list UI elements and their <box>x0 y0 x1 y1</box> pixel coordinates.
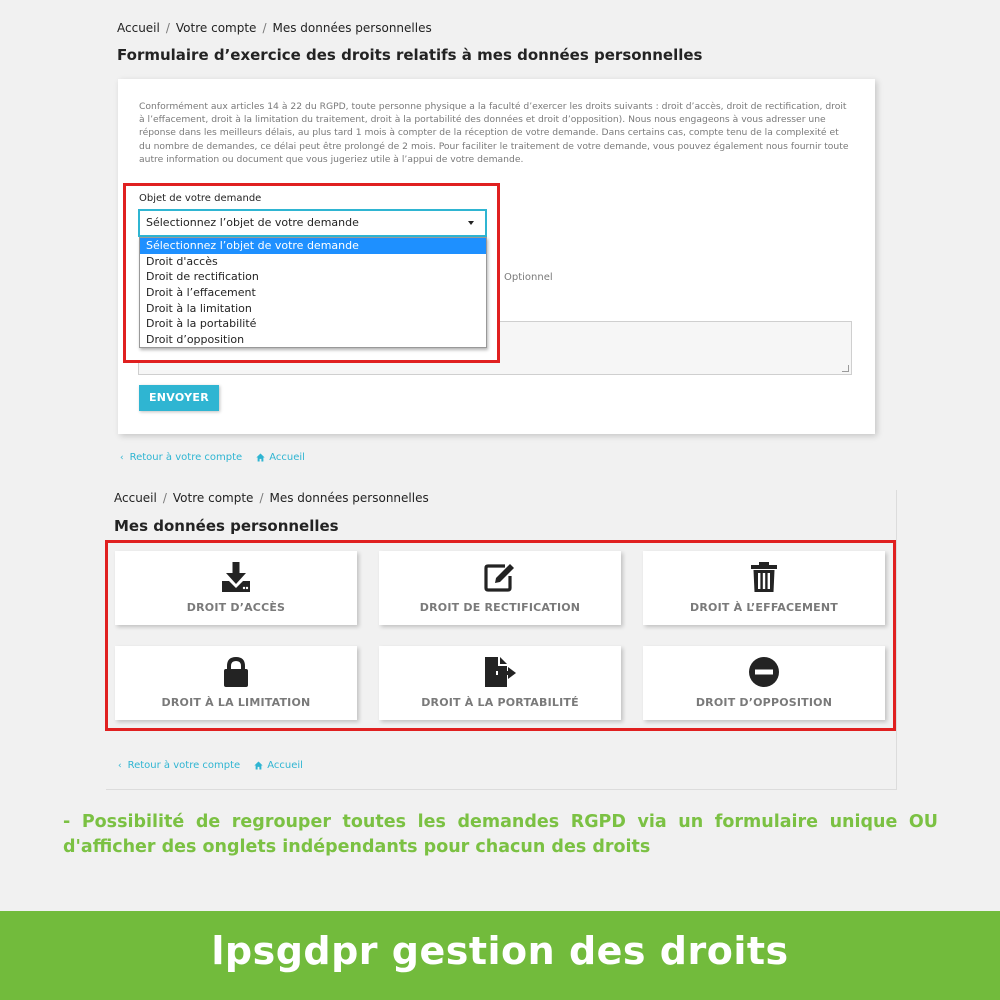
edit-icon <box>483 561 517 593</box>
tile-portability-right[interactable] <box>379 646 621 720</box>
home-link[interactable] <box>254 760 303 771</box>
breadcrumb-separator: / <box>259 491 264 505</box>
footer-links <box>120 452 319 463</box>
tile-opposition-right[interactable] <box>643 646 885 720</box>
tile-erasure-right[interactable] <box>643 551 885 625</box>
tile-limitation-right[interactable] <box>115 646 357 720</box>
option-opposition[interactable]: Droit d’opposition <box>146 333 245 347</box>
option-portability[interactable]: Droit à la portabilité <box>146 317 257 331</box>
minus-circle-icon <box>748 656 780 688</box>
chevron-left-icon: ‹ <box>120 452 124 463</box>
breadcrumb-account[interactable]: Votre compte <box>172 491 254 505</box>
intro-text: Conformément aux articles 14 à 22 du RGPD, toute personne physique a la faculté d’exercer les droits suivants : droit d’accès, droit de rectification, droit à l’effacement, droit à la limitation du traitement, droit à la portabilité des données et droit d’opposition). Nous nous engageons à vous adresser une réponse dans les meilleurs délais, au plus tard 1 mois à compter de la réception de votre demande. Dans certains cas, compte tenu de la complexité et du nombre de demandes, ce délai peut être prolongé de 2 mois. Pour faciliter le traitement de votre demande, vous pouvez également nous fournir toute autre information ou document que vous jugeriez utile à l’appui de votre demande. <box>139 101 849 165</box>
download-icon <box>220 561 252 593</box>
tile-label: DROIT À LA LIMITATION <box>161 696 311 709</box>
back-link-label: Retour à votre compte <box>129 452 243 463</box>
back-link-label: Retour à votre compte <box>127 760 241 771</box>
breadcrumb-current: Mes données personnelles <box>269 491 429 505</box>
breadcrumb-home[interactable]: Accueil <box>114 491 157 505</box>
trash-icon <box>750 561 778 593</box>
tile-rectification-right[interactable] <box>379 551 621 625</box>
option-limitation[interactable]: Droit à la limitation <box>146 301 252 315</box>
page-title: Mes données personnelles <box>114 517 339 535</box>
optional-label: Optionnel <box>504 272 553 283</box>
footer-links <box>118 760 317 771</box>
select-label: Objet de votre demande <box>139 193 262 204</box>
breadcrumb <box>117 21 432 35</box>
highlight-box-select <box>123 183 500 363</box>
request-subject-select[interactable] <box>138 209 487 237</box>
tile-label: DROIT D’OPPOSITION <box>695 696 833 709</box>
tile-label: DROIT DE RECTIFICATION <box>419 601 581 614</box>
option-erasure[interactable]: Droit à l’effacement <box>146 286 256 300</box>
breadcrumb-separator: / <box>165 21 170 35</box>
feature-caption: - Possibilité de regrouper toutes les demandes RGPD via un formulaire unique OU d'afficher des onglets indépendants pour chacun des droits <box>63 812 938 857</box>
home-icon <box>254 761 263 770</box>
tile-label: DROIT D’ACCÈS <box>186 601 286 614</box>
tile-label: DROIT À L’EFFACEMENT <box>690 601 838 614</box>
caret-down-icon <box>468 221 474 225</box>
select-value: Sélectionnez l’objet de votre demande <box>146 216 359 229</box>
home-link[interactable] <box>256 452 305 463</box>
home-link-label: Accueil <box>267 760 303 771</box>
banner-title: lpsgdpr gestion des droits <box>211 929 789 973</box>
option-access[interactable]: Droit d'accès <box>146 254 218 268</box>
file-export-icon <box>482 656 518 688</box>
breadcrumb-separator: / <box>162 491 167 505</box>
resize-grip-icon[interactable] <box>842 365 849 372</box>
breadcrumb-home[interactable]: Accueil <box>117 21 160 35</box>
home-link-label: Accueil <box>269 452 305 463</box>
breadcrumb-current: Mes données personnelles <box>272 21 432 35</box>
tile-access-right[interactable] <box>115 551 357 625</box>
option-placeholder[interactable]: Sélectionnez l’objet de votre demande <box>140 238 486 254</box>
lock-icon <box>222 656 250 688</box>
back-to-account-link[interactable] <box>120 452 242 463</box>
breadcrumb-separator: / <box>262 21 267 35</box>
back-to-account-link[interactable] <box>118 760 240 771</box>
option-rectification[interactable]: Droit de rectification <box>146 270 259 284</box>
home-icon <box>256 453 265 462</box>
select-dropdown <box>139 237 487 348</box>
breadcrumb <box>114 491 429 505</box>
title-banner <box>0 911 1000 1000</box>
breadcrumb-account[interactable]: Votre compte <box>175 21 257 35</box>
tile-label: DROIT À LA PORTABILITÉ <box>421 696 579 709</box>
chevron-left-icon: ‹ <box>118 760 122 771</box>
send-button[interactable]: ENVOYER <box>139 385 219 411</box>
page-title: Formulaire d’exercice des droits relatifs à mes données personnelles <box>117 46 703 64</box>
